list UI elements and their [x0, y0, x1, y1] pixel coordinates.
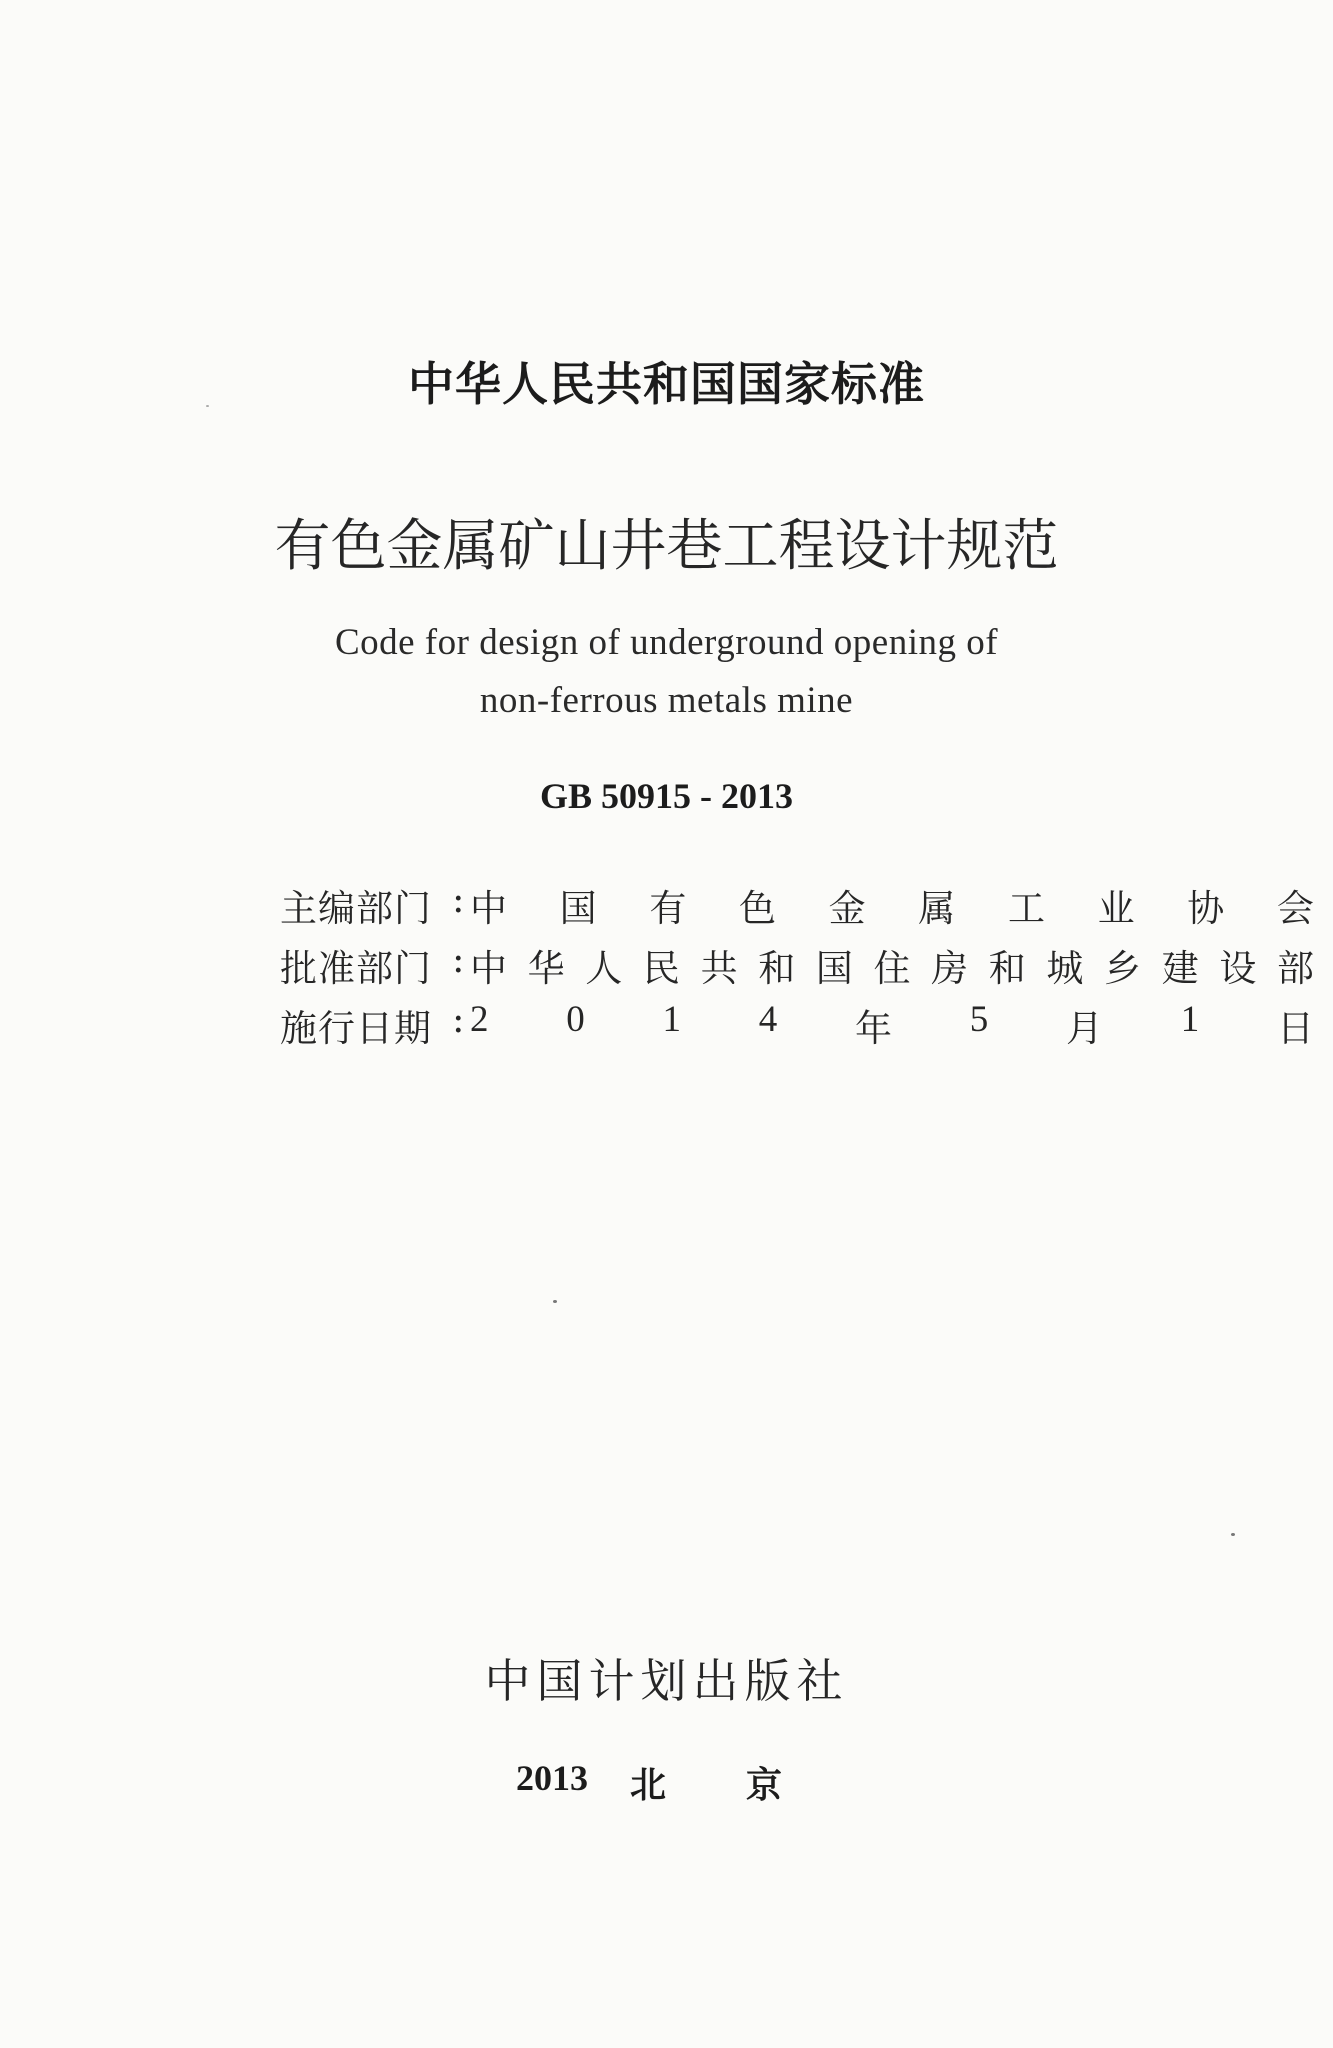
date-char: 1: [662, 999, 681, 1040]
approver-char: 人: [585, 947, 623, 990]
approver-char: 房: [931, 947, 969, 990]
document-title-chinese: 有色金属矿山井巷工程设计规范: [274, 514, 1059, 579]
date-char: 5: [969, 999, 989, 1040]
date-char: 0: [566, 999, 585, 1040]
approver-colon: :: [452, 938, 465, 981]
approver-char: 民: [642, 947, 680, 990]
approver-char: 建: [1161, 947, 1199, 990]
publication-city-char: 京: [746, 1765, 783, 1806]
publication-city-char: 北: [630, 1765, 667, 1806]
effective-colon: :: [452, 998, 465, 1041]
effective-date-value: [470, 998, 1314, 1052]
editor-colon: :: [452, 878, 465, 921]
approver-char: 住: [873, 947, 911, 990]
editor-char: 会: [1276, 887, 1314, 930]
editor-char: 色: [738, 887, 776, 930]
editor-department-value: [470, 878, 1314, 932]
approver-char: 乡: [1104, 947, 1142, 990]
date-char: 1: [1180, 999, 1200, 1040]
approver-char: 城: [1046, 947, 1084, 990]
approver-char: 共: [700, 947, 738, 990]
approver-char: 部: [1276, 947, 1314, 990]
scan-speck: [206, 405, 209, 407]
approver-char: 设: [1219, 947, 1257, 990]
editor-char: 协: [1187, 887, 1225, 930]
editor-char: 属: [918, 887, 956, 930]
publisher-name: 中国计划出版社: [484, 1654, 849, 1708]
approver-department-value: [470, 938, 1314, 992]
scan-speck: [1231, 1533, 1235, 1536]
editor-char: 业: [1097, 887, 1135, 930]
date-char: 日: [1277, 1007, 1314, 1050]
editor-char: 中: [470, 887, 507, 930]
approver-char: 华: [527, 947, 565, 990]
approver-char: 和: [758, 947, 796, 990]
editor-char: 国: [559, 887, 597, 930]
scan-speck: [553, 1300, 557, 1303]
editor-department-label: 主编部门: [280, 887, 432, 930]
date-char: 年: [855, 1007, 892, 1050]
document-title-english: [0, 614, 1333, 730]
date-char: 月: [1066, 1007, 1103, 1050]
date-char: 4: [758, 999, 778, 1040]
publication-year: 2013: [516, 1758, 588, 1798]
national-standard-heading: 中华人民共和国国家标准: [408, 357, 925, 411]
date-char: 2: [470, 999, 489, 1040]
editor-char: 金: [828, 887, 866, 930]
editor-char: 工: [1007, 887, 1045, 930]
approver-char: 中: [470, 947, 507, 990]
title-english-line-2: non-ferrous metals mine: [479, 680, 854, 721]
title-english-line-1: Code for design of underground opening of: [334, 622, 999, 663]
approver-char: 国: [815, 947, 853, 990]
standard-code: GB 50915 - 2013: [539, 776, 793, 816]
approver-char: 和: [988, 947, 1026, 990]
editor-char: 有: [649, 887, 687, 930]
effective-date-label: 施行日期: [280, 1007, 432, 1050]
approver-department-label: 批准部门: [280, 947, 432, 990]
publication-line: [0, 1757, 1333, 1807]
